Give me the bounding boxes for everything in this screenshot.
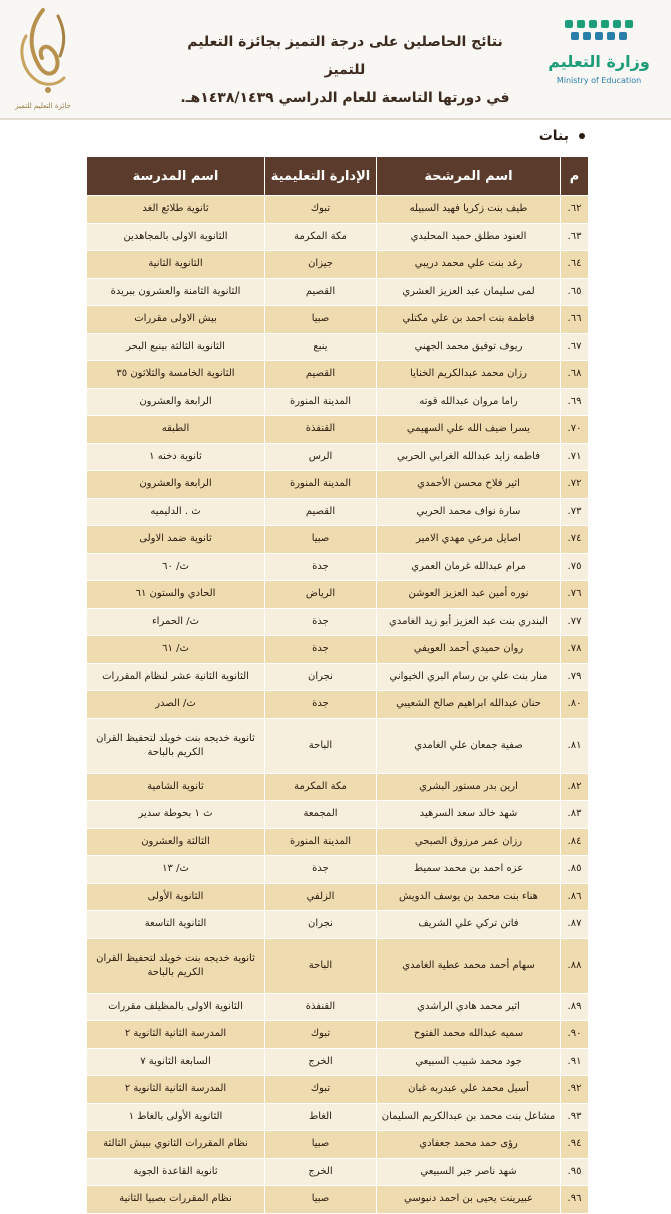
table-row bbox=[87, 526, 589, 554]
cell-name: سهام أحمد محمد عطية الغامدي bbox=[377, 938, 561, 993]
cell-num: ٧٤. bbox=[561, 526, 589, 554]
cell-school: المدرسة الثانية الثانوية ٢ bbox=[87, 1021, 265, 1049]
cell-admin: القنفذة bbox=[265, 993, 377, 1021]
cell-school: ثانوية خديجه بنت خويلد لتحفيظ القران الكريم بالباحة bbox=[87, 938, 265, 993]
cell-admin: الرياض bbox=[265, 581, 377, 609]
cell-school: ثانوية طلائع الغد bbox=[87, 196, 265, 224]
award-emblem-icon bbox=[8, 6, 78, 98]
table-row bbox=[87, 1186, 589, 1214]
table-row bbox=[87, 443, 589, 471]
cell-admin: القنفذة bbox=[265, 416, 377, 444]
cell-num: ٨٦. bbox=[561, 883, 589, 911]
cell-num: ٦٥. bbox=[561, 278, 589, 306]
cell-name: أسيل محمد علي عبدربه غبان bbox=[377, 1076, 561, 1104]
cell-school: الثانوية الثانية bbox=[87, 251, 265, 279]
cell-num: ٦٢. bbox=[561, 196, 589, 224]
cell-name: عزه احمد بن محمد سميط bbox=[377, 856, 561, 884]
cell-num: ٦٣. bbox=[561, 223, 589, 251]
cell-school: الثانوية الخامسة والثلاثون ٣٥ bbox=[87, 361, 265, 389]
cell-num: ٨٢. bbox=[561, 773, 589, 801]
cell-admin: جيزان bbox=[265, 251, 377, 279]
cell-num: ٧٣. bbox=[561, 498, 589, 526]
cell-name: رزان عمر مرزوق الصبحي bbox=[377, 828, 561, 856]
cell-school: الثانوية التاسعة bbox=[87, 911, 265, 939]
cell-name: ارين بدر مستور البشري bbox=[377, 773, 561, 801]
cell-name: لمى سليمان عبد العزيز العشري bbox=[377, 278, 561, 306]
cell-name: اثير محمد هادي الراشدي bbox=[377, 993, 561, 1021]
table-row bbox=[87, 361, 589, 389]
cell-name: شهد ناصر جبر السبيعي bbox=[377, 1158, 561, 1186]
cell-name: رغد بنت علي محمد دريبي bbox=[377, 251, 561, 279]
cell-name: جود محمد شبيب السبيعي bbox=[377, 1048, 561, 1076]
table-row bbox=[87, 718, 589, 773]
table-row bbox=[87, 471, 589, 499]
cell-school: ث/ الصدر bbox=[87, 691, 265, 719]
cell-admin: جدة bbox=[265, 608, 377, 636]
cell-num: ٨٤. bbox=[561, 828, 589, 856]
cell-school: السابعة الثانوية ٧ bbox=[87, 1048, 265, 1076]
cell-admin: جدة bbox=[265, 856, 377, 884]
cell-admin: المدينة المنورة bbox=[265, 471, 377, 499]
table-row bbox=[87, 1131, 589, 1159]
cell-num: ٩٠. bbox=[561, 1021, 589, 1049]
cell-num: ٦٧. bbox=[561, 333, 589, 361]
cell-school: الرابعة والعشرون bbox=[87, 471, 265, 499]
cell-num: ٧٢. bbox=[561, 471, 589, 499]
cell-school: ث/ ٦١ bbox=[87, 636, 265, 664]
cell-name: اثير فلاح محسن الأحمدي bbox=[377, 471, 561, 499]
table-row bbox=[87, 911, 589, 939]
table-row bbox=[87, 773, 589, 801]
cell-num: ٨٣. bbox=[561, 801, 589, 829]
table-row bbox=[87, 691, 589, 719]
cell-num: ٦٤. bbox=[561, 251, 589, 279]
cell-admin: تبوك bbox=[265, 196, 377, 224]
cell-school: الثانوية الثامنة والعشرون ببريدة bbox=[87, 278, 265, 306]
cell-school: الثانوية الاولى بالمظيلف مقررات bbox=[87, 993, 265, 1021]
cell-admin: جدة bbox=[265, 636, 377, 664]
cell-admin: مكة المكرمة bbox=[265, 773, 377, 801]
cell-num: ٦٦. bbox=[561, 306, 589, 334]
page-header bbox=[0, 0, 671, 118]
table-row bbox=[87, 856, 589, 884]
cell-name: رزان محمد عبدالكريم الخنايا bbox=[377, 361, 561, 389]
cell-admin: المجمعة bbox=[265, 801, 377, 829]
cell-num: ٩٤. bbox=[561, 1131, 589, 1159]
cell-school: ث/ ١٣ bbox=[87, 856, 265, 884]
section-heading bbox=[539, 128, 585, 144]
cell-name: صفية جمعان علي الغامدي bbox=[377, 718, 561, 773]
cell-num: ٧٧. bbox=[561, 608, 589, 636]
cell-num: ٩٢. bbox=[561, 1076, 589, 1104]
cell-admin: المدينة المنورة bbox=[265, 828, 377, 856]
cell-name: شهد خالد سعد السرهيد bbox=[377, 801, 561, 829]
ministry-emblem-icon bbox=[559, 16, 639, 50]
cell-admin: ينبع bbox=[265, 333, 377, 361]
cell-admin: نجران bbox=[265, 663, 377, 691]
cell-school: الثانوية الثالثة بينبع البحر bbox=[87, 333, 265, 361]
cell-num: ٩٥. bbox=[561, 1158, 589, 1186]
cell-num: ٨٥. bbox=[561, 856, 589, 884]
cell-admin: جدة bbox=[265, 691, 377, 719]
section-label: بنات bbox=[538, 128, 569, 144]
cell-school: ث/ ٦٠ bbox=[87, 553, 265, 581]
table-row bbox=[87, 581, 589, 609]
cell-name: فاطمة بنت احمد بن علي مكتلي bbox=[377, 306, 561, 334]
cell-num: ٩٣. bbox=[561, 1103, 589, 1131]
cell-school: الثانوية الثانية عشر لنظام المقررات bbox=[87, 663, 265, 691]
table-row bbox=[87, 938, 589, 993]
table-row bbox=[87, 636, 589, 664]
cell-name: سميه عبدالله محمد الفتوح bbox=[377, 1021, 561, 1049]
cell-name: يسرا ضيف الله علي السهيمي bbox=[377, 416, 561, 444]
cell-name: عبيرينت يحيى بن احمد دنبوسي bbox=[377, 1186, 561, 1214]
table-row bbox=[87, 993, 589, 1021]
cell-admin: مكة المكرمة bbox=[265, 223, 377, 251]
cell-num: ٧٠. bbox=[561, 416, 589, 444]
cell-name: ريوف توفيق محمد الجهني bbox=[377, 333, 561, 361]
table-row bbox=[87, 553, 589, 581]
cell-admin: الخرج bbox=[265, 1048, 377, 1076]
cell-admin: الغاط bbox=[265, 1103, 377, 1131]
table-row bbox=[87, 663, 589, 691]
cell-num: ٩٦. bbox=[561, 1186, 589, 1214]
header-school: اسم المدرسة bbox=[87, 157, 265, 196]
cell-admin: صبيا bbox=[265, 526, 377, 554]
cell-num: ٧٨. bbox=[561, 636, 589, 664]
cell-num: ٧٩. bbox=[561, 663, 589, 691]
cell-name: اصايل مرعي مهدي الامير bbox=[377, 526, 561, 554]
cell-school: ثانوية ضمد الاولى bbox=[87, 526, 265, 554]
cell-school: ثانوية الشامية bbox=[87, 773, 265, 801]
cell-admin: القصيم bbox=[265, 498, 377, 526]
header-divider bbox=[0, 118, 671, 120]
cell-school: ثانوية القاعدة الجوية bbox=[87, 1158, 265, 1186]
title-line-2: في دورتها التاسعة للعام الدراسي ١٤٣٨/١٤٣٩هـ. bbox=[180, 90, 510, 106]
table-row bbox=[87, 1158, 589, 1186]
header-admin: الإدارة التعليمية bbox=[265, 157, 377, 196]
cell-school: الرابعة والعشرون bbox=[87, 388, 265, 416]
cell-num: ٨٨. bbox=[561, 938, 589, 993]
cell-num: ٧٥. bbox=[561, 553, 589, 581]
cell-num: ٨٠. bbox=[561, 691, 589, 719]
cell-school: المدرسة الثانية الثانوية ٢ bbox=[87, 1076, 265, 1104]
cell-name: البندري بنت عبد العزيز أبو زيد الغامدي bbox=[377, 608, 561, 636]
cell-name: منار بنت علي بن رسام البري الخيواني bbox=[377, 663, 561, 691]
cell-num: ٦٩. bbox=[561, 388, 589, 416]
cell-school: نظام المقررات بصبيا الثانية bbox=[87, 1186, 265, 1214]
table-row bbox=[87, 828, 589, 856]
table-row bbox=[87, 1076, 589, 1104]
cell-admin: صبيا bbox=[265, 1131, 377, 1159]
cell-admin: الخرج bbox=[265, 1158, 377, 1186]
cell-name: مرام عبدالله غرمان العمري bbox=[377, 553, 561, 581]
cell-school: ثانوية خديجه بنت خويلد لتحفيظ القران الكريم بالباحة bbox=[87, 718, 265, 773]
table-row bbox=[87, 278, 589, 306]
award-logo bbox=[8, 6, 78, 112]
table-row bbox=[87, 223, 589, 251]
cell-name: رؤى حمد محمد جعفادي bbox=[377, 1131, 561, 1159]
table-row bbox=[87, 416, 589, 444]
cell-admin: القصيم bbox=[265, 278, 377, 306]
table-row bbox=[87, 333, 589, 361]
table-row bbox=[87, 498, 589, 526]
table-body bbox=[87, 196, 589, 1214]
cell-school: الطبقه bbox=[87, 416, 265, 444]
cell-name: راما مروان عبدالله قوته bbox=[377, 388, 561, 416]
cell-admin: صبيا bbox=[265, 306, 377, 334]
cell-name: مشاعل بنت محمد بن عبدالكريم السليمان bbox=[377, 1103, 561, 1131]
cell-num: ٦٨. bbox=[561, 361, 589, 389]
cell-school: ث . الدليميه bbox=[87, 498, 265, 526]
cell-school: بيش الاولى مقررات bbox=[87, 306, 265, 334]
cell-admin: نجران bbox=[265, 911, 377, 939]
cell-admin: تبوك bbox=[265, 1076, 377, 1104]
cell-school: الثانوية الاولى بالمجاهدين bbox=[87, 223, 265, 251]
cell-num: ٩١. bbox=[561, 1048, 589, 1076]
award-logo-text: جائزة التعليم للتميز bbox=[15, 102, 71, 110]
cell-name: نوره أمين عبد العزيز العوشن bbox=[377, 581, 561, 609]
cell-admin: الباحة bbox=[265, 938, 377, 993]
cell-admin: صبيا bbox=[265, 1186, 377, 1214]
cell-name: روان حميدي أحمد العويفي bbox=[377, 636, 561, 664]
cell-name: سارة نواف محمد الحربي bbox=[377, 498, 561, 526]
cell-num: ٨٩. bbox=[561, 993, 589, 1021]
cell-admin: المدينة المنورة bbox=[265, 388, 377, 416]
cell-name: العنود مطلق حميد المحلبدي bbox=[377, 223, 561, 251]
bullet-icon bbox=[579, 133, 585, 139]
cell-school: الثانوية الأولى بالغاط ١ bbox=[87, 1103, 265, 1131]
cell-school: ث ١ بحوطة سدير bbox=[87, 801, 265, 829]
results-table bbox=[86, 156, 589, 1214]
table-row bbox=[87, 1103, 589, 1131]
cell-name: حنان عبدالله ابراهيم صالح الشعيبي bbox=[377, 691, 561, 719]
cell-school: ثانوية دخنه ١ bbox=[87, 443, 265, 471]
cell-school: الثانوية الأولى bbox=[87, 883, 265, 911]
cell-admin: الباحة bbox=[265, 718, 377, 773]
cell-school: الثالثة والعشرون bbox=[87, 828, 265, 856]
ministry-name-arabic: وزارة التعليم bbox=[548, 52, 650, 71]
title-line-1: نتائج الحاصلين على درجة التميز بجائزة التعليم للتميز bbox=[187, 34, 503, 78]
cell-name: فاتن تركي علي الشريف bbox=[377, 911, 561, 939]
table-row bbox=[87, 608, 589, 636]
table-header-row bbox=[87, 157, 589, 196]
cell-num: ٨٧. bbox=[561, 911, 589, 939]
cell-admin: جدة bbox=[265, 553, 377, 581]
ministry-logo bbox=[539, 16, 659, 86]
cell-school: الحادي والستون ٦١ bbox=[87, 581, 265, 609]
cell-num: ٧١. bbox=[561, 443, 589, 471]
page-title bbox=[170, 28, 520, 112]
cell-name: هناء بنت محمد بن يوسف الدويش bbox=[377, 883, 561, 911]
table-row bbox=[87, 388, 589, 416]
table-row bbox=[87, 1048, 589, 1076]
cell-admin: تبوك bbox=[265, 1021, 377, 1049]
table-row bbox=[87, 883, 589, 911]
table-row bbox=[87, 251, 589, 279]
table-row bbox=[87, 1021, 589, 1049]
header-name: اسم المرشحة bbox=[377, 157, 561, 196]
cell-num: ٨١. bbox=[561, 718, 589, 773]
header-num: م bbox=[561, 157, 589, 196]
cell-num: ٧٦. bbox=[561, 581, 589, 609]
table-row bbox=[87, 801, 589, 829]
cell-school: ث/ الحمراء bbox=[87, 608, 265, 636]
table-row bbox=[87, 196, 589, 224]
cell-name: طيف بنت زكريا فهيد السبيله bbox=[377, 196, 561, 224]
cell-school: نظام المقررات الثانوي ببيش الثالثة bbox=[87, 1131, 265, 1159]
table-row bbox=[87, 306, 589, 334]
cell-admin: الرس bbox=[265, 443, 377, 471]
cell-admin: الزلفي bbox=[265, 883, 377, 911]
ministry-name-english: Ministry of Education bbox=[556, 76, 642, 85]
cell-admin: القصيم bbox=[265, 361, 377, 389]
cell-name: فاطمه زايد عبدالله الغرابي الحربي bbox=[377, 443, 561, 471]
